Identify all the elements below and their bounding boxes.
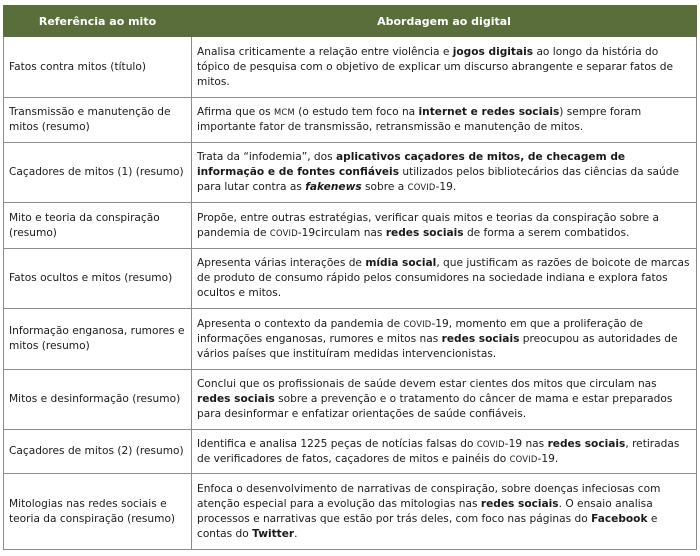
reference-cell: Caçadores de mitos (2) (resumo) — [4, 430, 192, 474]
approach-cell: Trata da “infodemia”, dos aplicativos caçadores de mitos, de checagem de informação e de fontes confiáveis utilizados pelos bibliotecários das ciências da saúde para lutar contra as fakenews sobre a COVID-19. — [192, 143, 697, 203]
table-row — [4, 98, 697, 143]
table-row — [4, 249, 697, 309]
table-row — [4, 370, 697, 430]
approach-cell: Apresenta o contexto da pandemia de COVID-19, momento em que a proliferação de informações enganosas, rumores e mitos nas redes sociais preocupou as autoridades de vários países que instituíram medidas intervencionistas. — [192, 309, 697, 370]
myth-digital-table — [3, 5, 697, 550]
header-reference: Referência ao mito — [4, 6, 192, 37]
approach-cell: Analisa criticamente a relação entre violência e jogos digitais ao longo da história do tópico de pesquisa com o objetivo de explicar um discurso abrangente e separar fatos de mitos. — [192, 37, 697, 98]
table-row — [4, 37, 697, 98]
approach-cell: Identifica e analisa 1225 peças de notícias falsas do COVID-19 nas redes sociais, retiradas de verificadores de fatos, caçadores de mitos e painéis do COVID-19. — [192, 430, 697, 474]
approach-cell: Apresenta várias interações de mídia social, que justificam as razões de boicote de marcas de produto de consumo rápido pelos consumidores na sociedade indiana e explora fatos ocultos e mitos. — [192, 249, 697, 309]
approach-cell: Afirma que os MCM (o estudo tem foco na internet e redes sociais) sempre foram importante fator de transmissão, retransmissão e manutenção de mitos. — [192, 98, 697, 143]
table-row — [4, 430, 697, 474]
reference-cell: Transmissão e manutenção de mitos (resumo) — [4, 98, 192, 143]
approach-cell: Conclui que os profissionais de saúde devem estar cientes dos mitos que circulam nas redes sociais sobre a prevenção e o tratamento do câncer de mama e estar preparados para desinformar e enfatizar orientações de saúde confiáveis. — [192, 370, 697, 430]
reference-cell: Fatos ocultos e mitos (resumo) — [4, 249, 192, 309]
reference-cell: Fatos contra mitos (título) — [4, 37, 192, 98]
table-row — [4, 474, 697, 550]
table-row — [4, 143, 697, 203]
reference-cell: Caçadores de mitos (1) (resumo) — [4, 143, 192, 203]
reference-cell: Mito e teoria da conspiração (resumo) — [4, 203, 192, 249]
reference-cell: Mitologias nas redes sociais e teoria da conspiração (resumo) — [4, 474, 192, 550]
approach-cell: Propõe, entre outras estratégias, verificar quais mitos e teorias da conspiração sobre a pandemia de COVID-19circulam nas redes sociais de forma a serem combatidos. — [192, 203, 697, 249]
header-approach: Abordagem ao digital — [192, 6, 697, 37]
table-row — [4, 309, 697, 370]
header-row — [4, 6, 697, 37]
approach-cell: Enfoca o desenvolvimento de narrativas de conspiração, sobre doenças infeciosas com atenção especial para a evolução das mitologias nas redes sociais. O ensaio analisa processos e narrativas que estão por trás deles, com foco nas páginas do Facebook e contas do Twitter. — [192, 474, 697, 550]
reference-cell: Mitos e desinformação (resumo) — [4, 370, 192, 430]
table-row — [4, 203, 697, 249]
reference-cell: Informação enganosa, rumores e mitos (resumo) — [4, 309, 192, 370]
